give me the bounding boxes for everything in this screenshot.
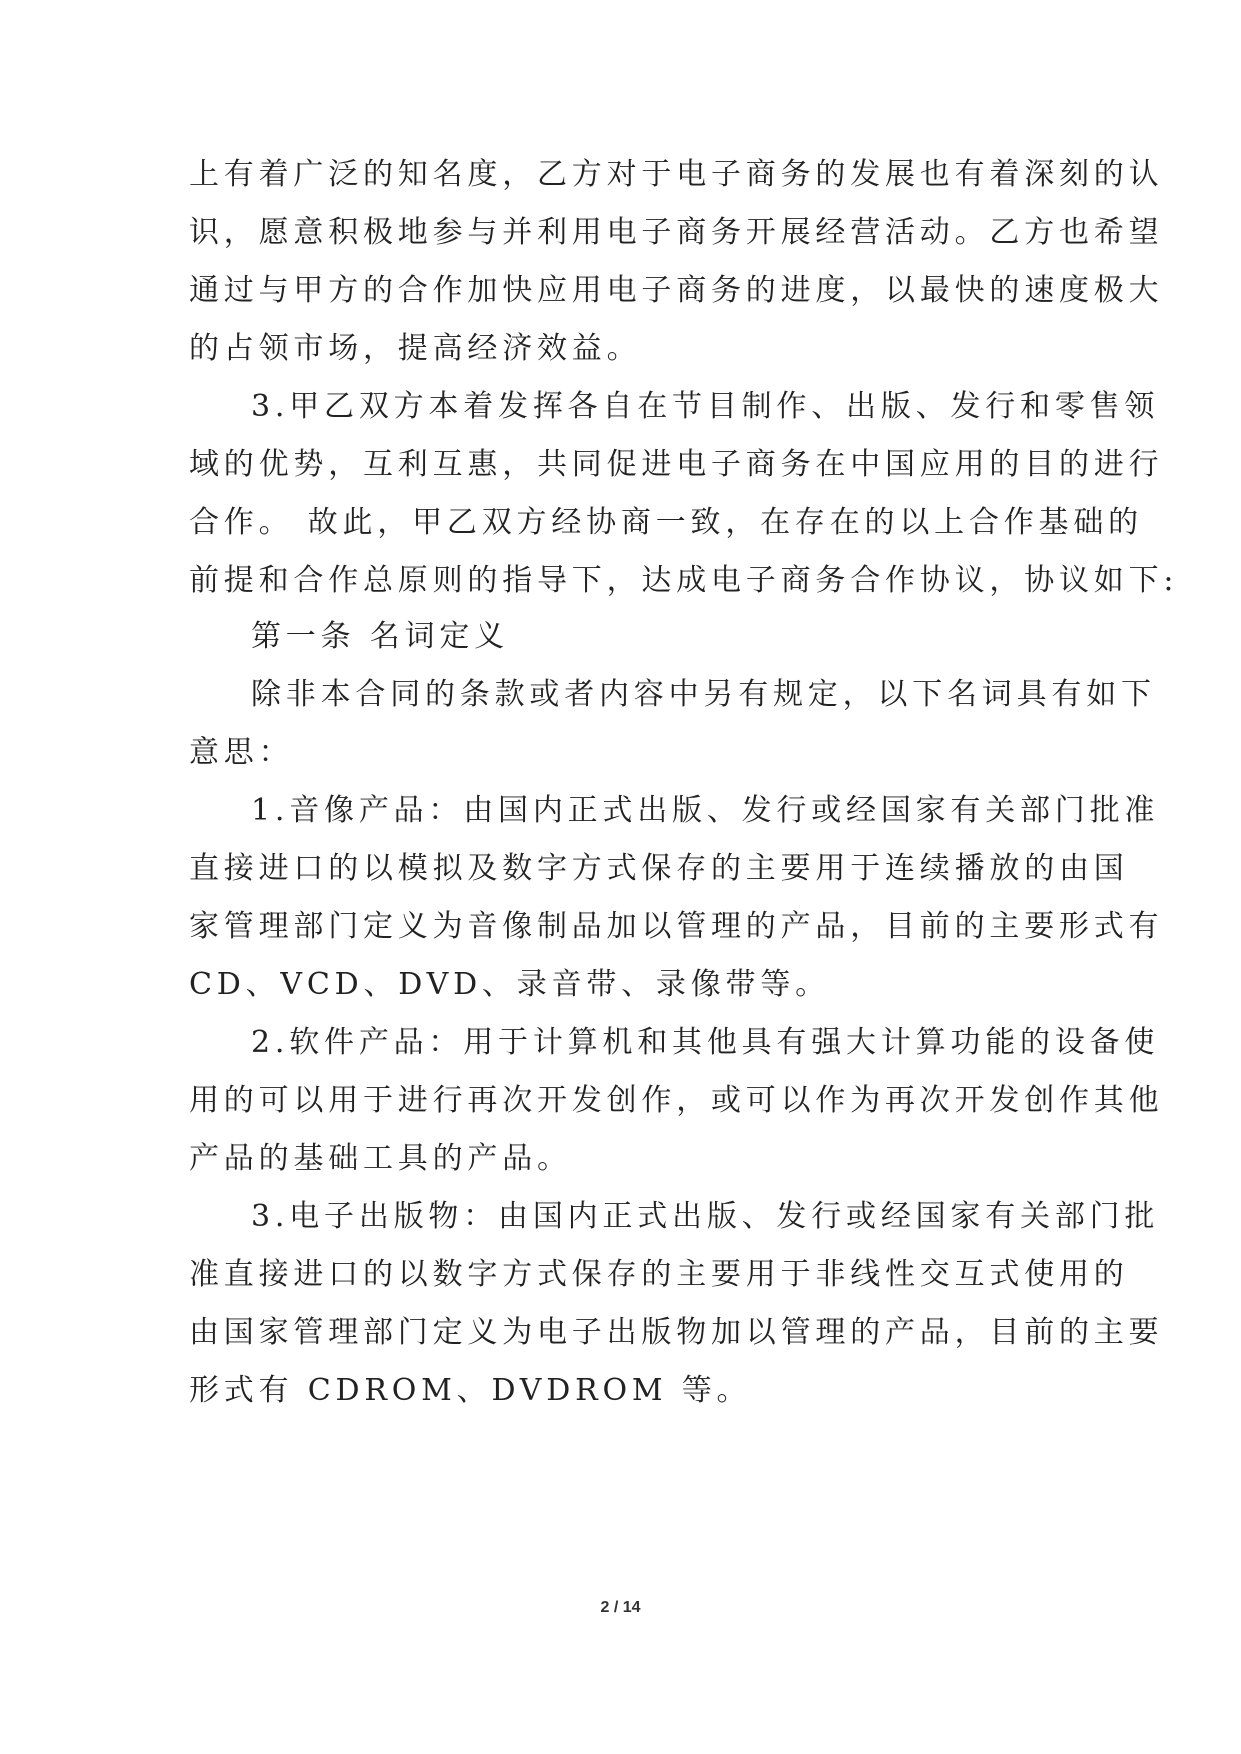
paragraph-line: 除非本合同的条款或者内容中另有规定，以下名词具有如下 (251, 677, 1156, 712)
paragraph-line: 准直接进口的以数字方式保存的主要用于非线性交互式使用的 (189, 1257, 1129, 1292)
paragraph-line: 产品的基础工具的产品。 (189, 1141, 572, 1176)
page-number: 2 / 14 (600, 1599, 641, 1616)
paragraph-line: 上有着广泛的知名度，乙方对于电子商务的发展也有着深刻的认 (189, 157, 1164, 192)
paragraph-line: 意思： (189, 735, 294, 770)
paragraph-line: 的占领市场，提高经济效益。 (189, 331, 642, 366)
paragraph-line: 直接进口的以模拟及数字方式保存的主要用于连续播放的由国 (189, 851, 1129, 886)
paragraph-line: CD、VCD、DVD、录音带、录像带等。 (189, 967, 830, 1002)
paragraph-line: 通过与甲方的合作加快应用电子商务的进度，以最快的速度极大 (189, 273, 1164, 308)
paragraph-line: 形式有 CDROM、DVDROM 等。 (189, 1373, 752, 1408)
paragraph-line: 3.电子出版物：由国内正式出版、发行或经国家有关部门批 (251, 1199, 1160, 1234)
paragraph-line: 用的可以用于进行再次开发创作，或可以作为再次开发创作其他 (189, 1083, 1164, 1118)
paragraph-line: 前提和合作总原则的指导下，达成电子商务合作协议，协议如下: (189, 563, 1179, 598)
paragraph-line: 域的优势，互利互惠，共同促进电子商务在中国应用的目的进行 (189, 447, 1164, 482)
paragraph-line: 2.软件产品：用于计算机和其他具有强大计算功能的设备使 (251, 1025, 1160, 1060)
paragraph-line: 识，愿意积极地参与并利用电子商务开展经营活动。乙方也希望 (189, 215, 1164, 250)
paragraph-line: 家管理部门定义为音像制品加以管理的产品，目前的主要形式有 (189, 909, 1164, 944)
section-heading: 第一条 名词定义 (251, 619, 509, 654)
paragraph-line: 1.音像产品：由国内正式出版、发行或经国家有关部门批准 (251, 793, 1160, 828)
paragraph-line: 由国家管理部门定义为电子出版物加以管理的产品，目前的主要 (189, 1315, 1164, 1350)
paragraph-line: 3.甲乙双方本着发挥各自在节目制作、出版、发行和零售领 (251, 389, 1160, 424)
paragraph-line: 合作。 故此，甲乙双方经协商一致，在存在的以上合作基础的 (189, 505, 1143, 540)
